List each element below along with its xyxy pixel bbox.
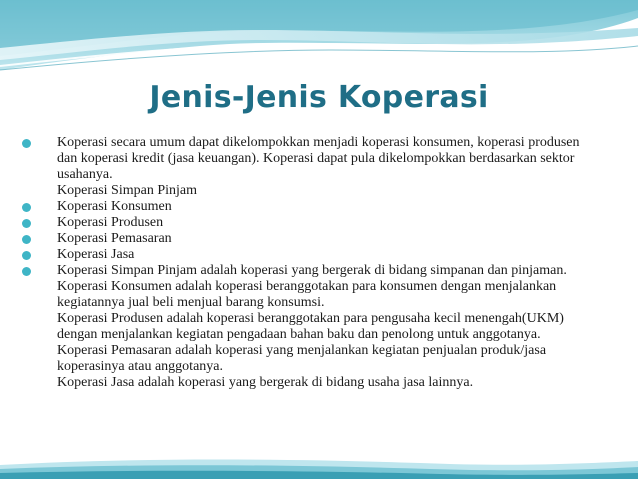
slide-title: Jenis-Jenis Koperasi [149,80,489,115]
bullet-text: Koperasi Jasa adalah koperasi yang bergerak di bidang usaha jasa lainnya. [57,375,474,390]
bullet-list [22,135,592,391]
header-wave-decoration [0,0,638,80]
bullet-dot-icon [22,219,31,228]
bullet-dot-icon [22,139,31,148]
bullet-dot-icon [22,203,31,212]
bullet-item [22,215,592,231]
bullet-text: Koperasi Simpan Pinjam [57,183,197,198]
bullet-text: Koperasi secara umum dapat dikelompokkan menjadi koperasi konsumen, koperasi produsen dan koperasi kredit (jasa keuangan). Koperasi dapat pula dikelompokkan berdasarkan sektor usahanya. [57,135,580,182]
bullet-item [22,247,592,263]
bullet-dot-icon [22,251,31,260]
bullet-dot-icon [22,267,31,276]
bullet-text: Koperasi Produsen [57,215,164,230]
bullet-text: Koperasi Pemasaran [57,231,172,246]
bullet-dot-icon [22,235,31,244]
footer-wave-decoration [0,455,638,479]
bullet-item [22,231,592,247]
bullet-item [22,263,592,391]
bullet-text: Koperasi Konsumen [57,199,172,214]
bullet-text: Koperasi Jasa [57,247,135,262]
bullet-text: Koperasi Konsumen adalah koperasi beranggotakan para konsumen dengan menjalankan kegiatannya jual beli menjual barang konsumsi. [57,279,557,310]
bullet-text: Koperasi Simpan Pinjam adalah koperasi yang bergerak di bidang simpanan dan pinjaman. [57,263,567,278]
bullet-item [22,135,592,199]
bullet-text: Koperasi Produsen adalah koperasi beranggotakan para pengusaha kecil menengah(UKM) dengan menjalankan kegiatan pengadaan bahan baku dan penolong untuk anggotanya. [57,311,564,342]
bullet-text: Koperasi Pemasaran adalah koperasi yang menjalankan kegiatan penjualan produk/jasa koperasinya atau anggotanya. [57,343,547,374]
bullet-item [22,199,592,215]
